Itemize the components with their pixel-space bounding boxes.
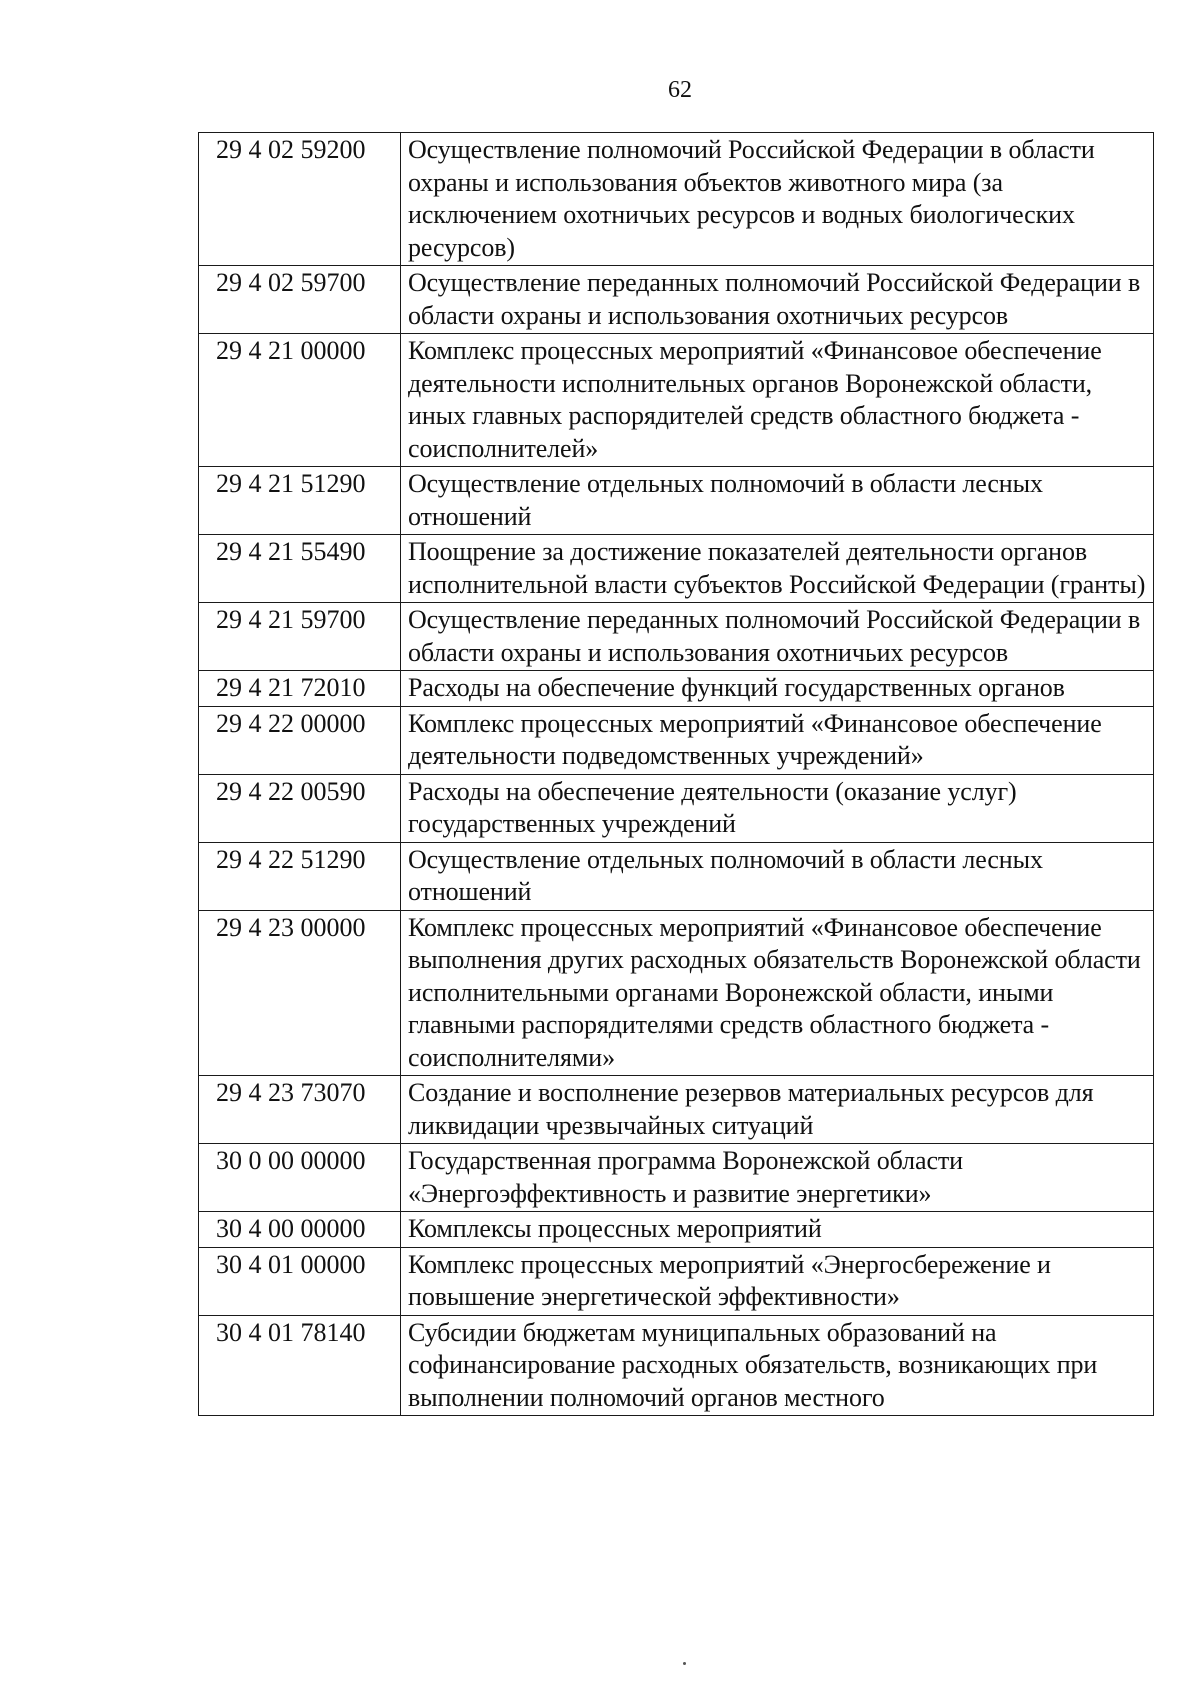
code-description: Комплекс процессных мероприятий «Энергосбережение и повышение энергетической эффективности» [401,1247,1154,1315]
table-row [199,671,1154,707]
code-description: Осуществление отдельных полномочий в области лесных отношений [401,842,1154,910]
table-row [199,706,1154,774]
classification-code: 29 4 21 72010 [199,671,401,707]
code-description: Комплексы процессных мероприятий [401,1212,1154,1248]
classification-code: 29 4 02 59200 [199,133,401,266]
table-row [199,1212,1154,1248]
table-row [199,774,1154,842]
table-row [199,535,1154,603]
table-row [199,842,1154,910]
classification-code: 30 0 00 00000 [199,1144,401,1212]
classification-code: 29 4 21 55490 [199,535,401,603]
table-row [199,1076,1154,1144]
code-description: Комплекс процессных мероприятий «Финансовое обеспечение деятельности подведомственных учреждений» [401,706,1154,774]
table-row [199,603,1154,671]
classification-code: 29 4 22 00590 [199,774,401,842]
classification-code: 30 4 01 78140 [199,1315,401,1416]
classification-code: 30 4 00 00000 [199,1212,401,1248]
code-description: Государственная программа Воронежской области «Энергоэффективность и развитие энергетики» [401,1144,1154,1212]
budget-code-table [198,132,1154,1416]
table-row [199,133,1154,266]
classification-code: 29 4 21 00000 [199,334,401,467]
code-description: Комплекс процессных мероприятий «Финансовое обеспечение деятельности исполнительных органов Воронежской области, иных главных распорядителей средств областного бюджета - соисполнителей» [401,334,1154,467]
table-row [199,1315,1154,1416]
code-description: Осуществление полномочий Российской Федерации в области охраны и использования объектов животного мира (за исключением охотничьих ресурсов и водных биологических ресурсов) [401,133,1154,266]
code-description: Осуществление отдельных полномочий в области лесных отношений [401,467,1154,535]
code-description: Создание и восполнение резервов материальных ресурсов для ликвидации чрезвычайных ситуаций [401,1076,1154,1144]
classification-code: 29 4 21 51290 [199,467,401,535]
code-description: Осуществление переданных полномочий Российской Федерации в области охраны и использования охотничьих ресурсов [401,603,1154,671]
code-description: Комплекс процессных мероприятий «Финансовое обеспечение выполнения других расходных обязательств Воронежской области исполнительными органами Воронежской области, иными главными распорядителями средств областного бюджета - соисполнителями» [401,910,1154,1076]
page-number: 62 [668,77,692,103]
classification-code: 29 4 21 59700 [199,603,401,671]
classification-code: 29 4 02 59700 [199,266,401,334]
code-description: Расходы на обеспечение функций государственных органов [401,671,1154,707]
table-row [199,910,1154,1076]
table-row [199,467,1154,535]
classification-code: 30 4 01 00000 [199,1247,401,1315]
classification-code: 29 4 22 51290 [199,842,401,910]
code-description: Поощрение за достижение показателей деятельности органов исполнительной власти субъектов Российской Федерации (гранты) [401,535,1154,603]
code-description: Расходы на обеспечение деятельности (оказание услуг) государственных учреждений [401,774,1154,842]
code-description: Субсидии бюджетам муниципальных образований на софинансирование расходных обязательств, возникающих при выполнении полномочий органов местного [401,1315,1154,1416]
classification-code: 29 4 23 00000 [199,910,401,1076]
table-row [199,266,1154,334]
code-description: Осуществление переданных полномочий Российской Федерации в области охраны и использования охотничьих ресурсов [401,266,1154,334]
classification-code: 29 4 22 00000 [199,706,401,774]
table-row [199,1247,1154,1315]
table-row [199,1144,1154,1212]
table-row [199,334,1154,467]
scan-speck [683,1662,686,1665]
classification-code: 29 4 23 73070 [199,1076,401,1144]
